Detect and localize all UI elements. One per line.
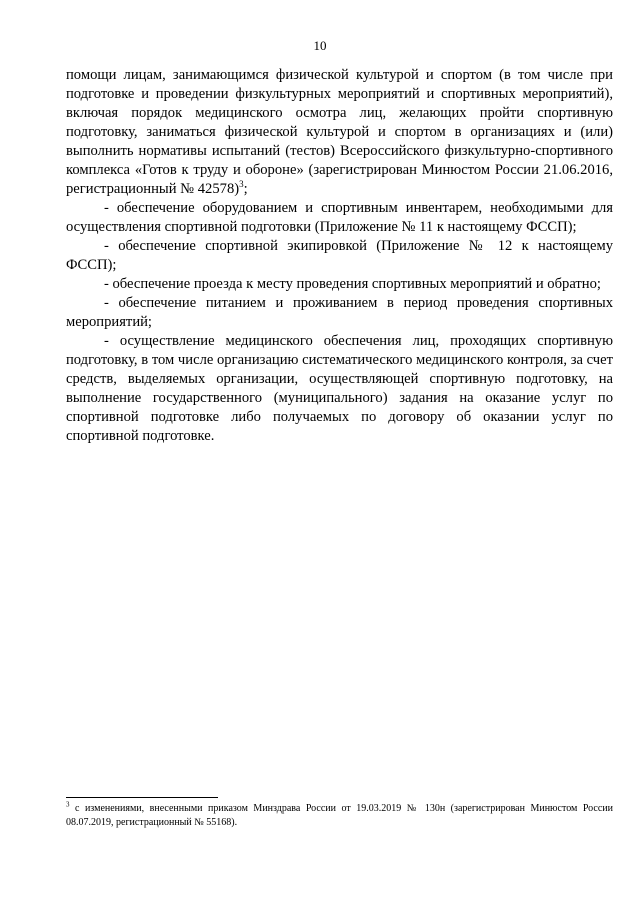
page-number: 10	[313, 38, 327, 53]
footnote-divider	[66, 797, 218, 798]
list-item: - обеспечение спортивной экипировкой (Приложение № 12 к настоящему ФССП);	[66, 238, 613, 273]
list-item: - обеспечение питанием и проживанием в период проведения спортивных мероприятий;	[66, 295, 613, 330]
footnote-reference: 3	[239, 179, 244, 190]
footnote-marker: 3	[66, 800, 70, 809]
continuation-paragraph	[66, 66, 613, 199]
continuation-text: помощи лицам, занимающимся физической культурой и спортом (в том числе при подготовке и проведении физкультурных мероприятий и спортивных мероприятий), включая порядок медицинского осмотра лиц, желающих пройти спортивную подготовку, заниматься физической культурой и спортом в организациях и (или) выполнить нормативы испытаний (тестов) Всероссийского физкультурно-спортивного комплекса «Готов к труду и обороне» (зарегистрирован Минюстом России 21.06.2016, регистрационный № 42578)	[66, 67, 613, 197]
list-item: - осуществление медицинского обеспечения лиц, проходящих спортивную подготовку, в том числе организацию систематического медицинского контроля, за счет средств, выделяемых организации, осуществляющей спортивную подготовку, на выполнение государственного (муниципального) задания на оказание услуг по спортивной подготовке либо получаемых по договору об оказании услуг по спортивной подготовке.	[66, 333, 613, 444]
footnote	[66, 802, 613, 830]
body-text	[66, 66, 613, 446]
list-item: - обеспечение оборудованием и спортивным инвентарем, необходимыми для осуществления спортивной подготовки (Приложение № 11 к настоящему ФССП);	[66, 200, 613, 235]
list-item: - обеспечение проезда к месту проведения спортивных мероприятий и обратно;	[104, 276, 601, 292]
continuation-tail: ;	[243, 181, 248, 197]
footnote-text: с изменениями, внесенными приказом Минздрава России от 19.03.2019 № 130н (зарегистрирован Минюстом России 08.07.2019, регистрационный № 55168).	[66, 803, 613, 828]
